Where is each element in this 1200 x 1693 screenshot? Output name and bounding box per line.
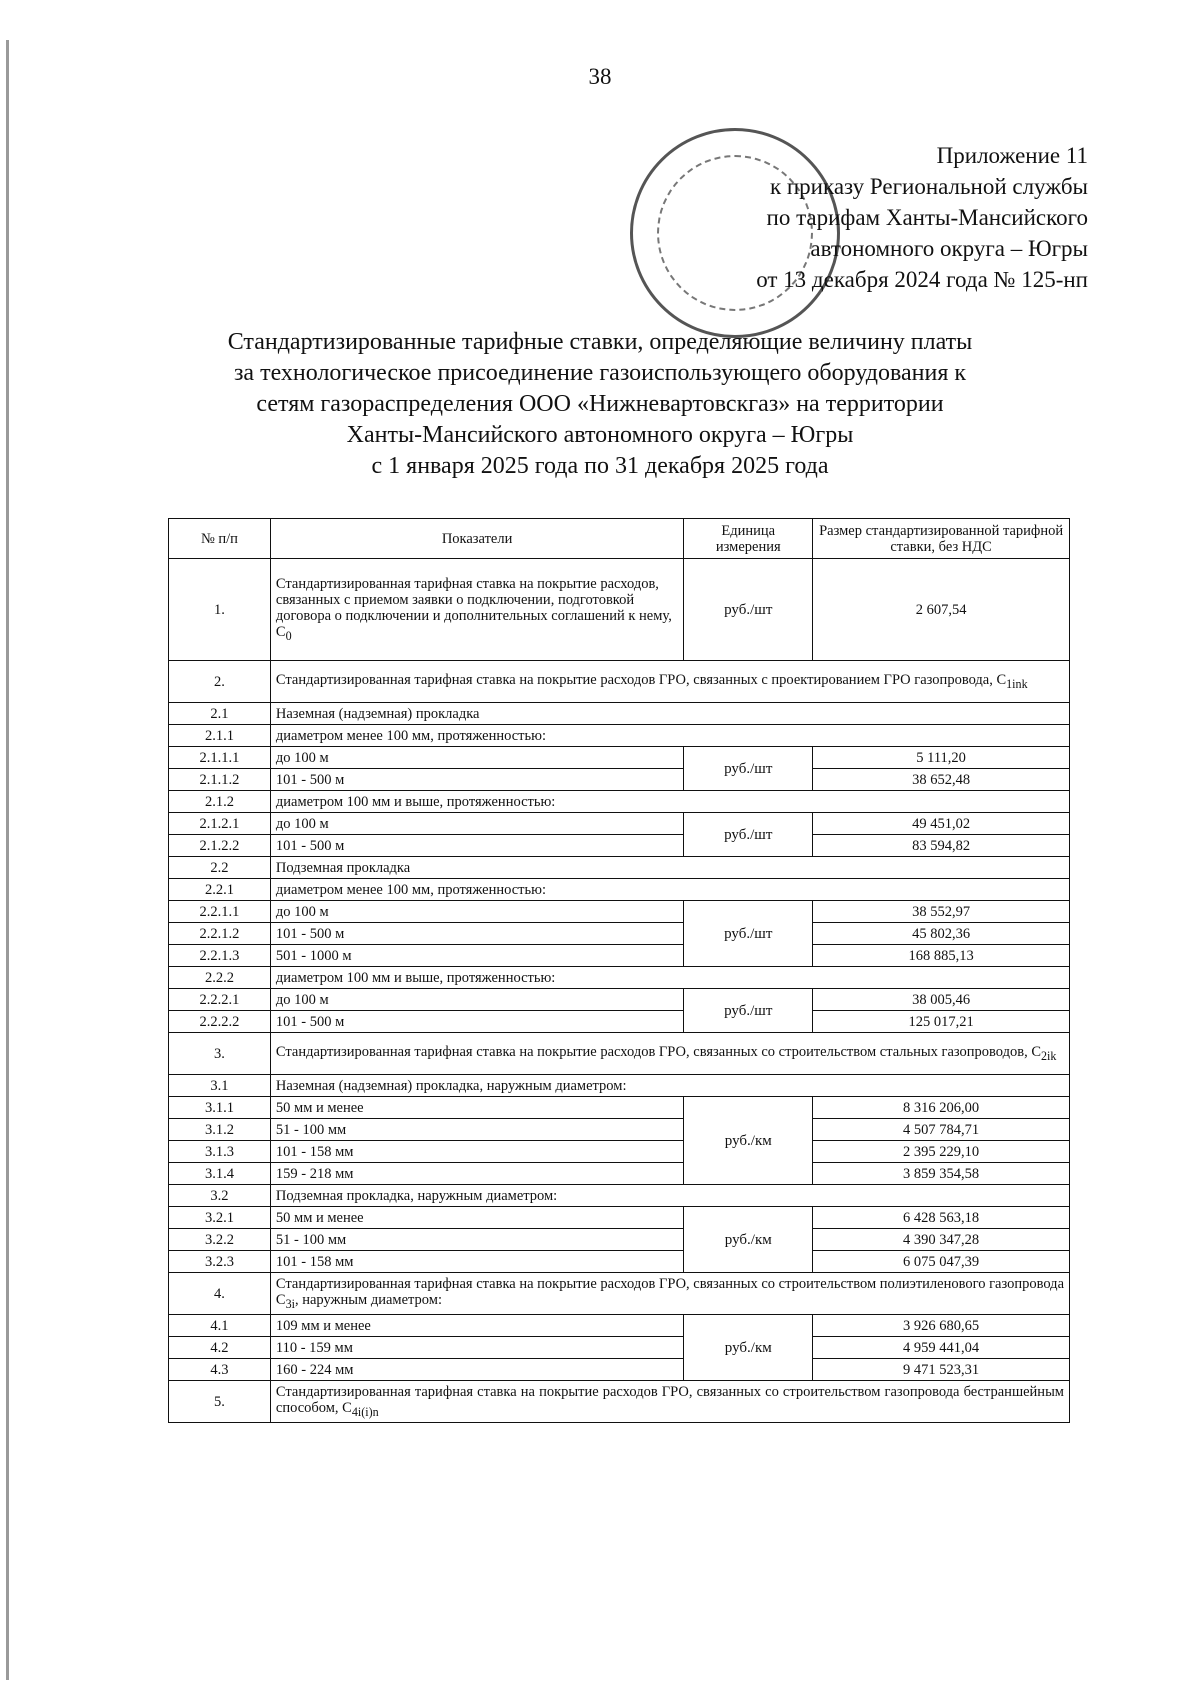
row-num: 2.2.1.3 (169, 945, 271, 967)
row-indicator: Наземная (надземная) прокладка, наружным диаметром: (270, 1075, 1069, 1097)
row-indicator: Стандартизированная тарифная ставка на покрытие расходов ГРО, связанных со строительством газопровода бестраншейным способом, $C_{4i(i)n}$ (270, 1381, 1069, 1423)
row-unit: руб./км (684, 1315, 813, 1381)
row-num: 4.2 (169, 1337, 271, 1359)
table-row (169, 1141, 1070, 1163)
table-row (169, 1163, 1070, 1185)
header-value: Размер стандартизированной тарифной ставки, без НДС (813, 519, 1070, 559)
row-num: 4.1 (169, 1315, 271, 1337)
row-unit: руб./шт (684, 989, 813, 1033)
row-indicator: 50 мм и менее (270, 1207, 683, 1229)
table-row (169, 1011, 1070, 1033)
row-value: 8 316 206,00 (813, 1097, 1070, 1119)
table-row (169, 857, 1070, 879)
table-row (169, 1273, 1070, 1315)
table-row (169, 1315, 1070, 1337)
row-num: 3.1.4 (169, 1163, 271, 1185)
row-indicator: диаметром менее 100 мм, протяженностью: (270, 879, 1069, 901)
row-num: 3.2 (169, 1185, 271, 1207)
header-indicator: Показатели (270, 519, 683, 559)
header-unit: Единица измерения (684, 519, 813, 559)
row-num: 2.1.1 (169, 725, 271, 747)
row-indicator: диаметром менее 100 мм, протяженностью: (270, 725, 1069, 747)
row-num: 2.1 (169, 703, 271, 725)
table-row (169, 1337, 1070, 1359)
row-unit: руб./шт (684, 901, 813, 967)
row-indicator: 101 - 158 мм (270, 1251, 683, 1273)
row-unit: руб./км (684, 1207, 813, 1273)
table-row (169, 835, 1070, 857)
table-row (169, 747, 1070, 769)
row-indicator: Стандартизированная тарифная ставка на покрытие расходов ГРО, связанных с проектированием ГРО газопровода, $C_{1ink}$ (270, 661, 1069, 703)
row-indicator: до 100 м (270, 989, 683, 1011)
table-row (169, 989, 1070, 1011)
row-num: 2.2.2.2 (169, 1011, 271, 1033)
table-row (169, 703, 1070, 725)
row-value: 4 959 441,04 (813, 1337, 1070, 1359)
row-num: 2.2.2.1 (169, 989, 271, 1011)
table-row (169, 559, 1070, 661)
row-value: 2 607,54 (813, 559, 1070, 661)
row-value: 38 652,48 (813, 769, 1070, 791)
row-indicator: до 100 м (270, 813, 683, 835)
appendix-header (756, 140, 1088, 295)
row-num: 3.1.3 (169, 1141, 271, 1163)
row-indicator: 51 - 100 мм (270, 1229, 683, 1251)
row-value: 6 428 563,18 (813, 1207, 1070, 1229)
row-indicator: 51 - 100 мм (270, 1119, 683, 1141)
row-num: 2.1.2 (169, 791, 271, 813)
row-num: 3.1.1 (169, 1097, 271, 1119)
title-line: Стандартизированные тарифные ставки, определяющие величину платы (227, 329, 973, 355)
appendix-line: по тарифам Ханты-Мансийского (766, 205, 1088, 230)
row-num: 2.1.1.1 (169, 747, 271, 769)
title-line: Ханты-Мансийского автономного округа – Югры (346, 422, 854, 448)
table-row (169, 901, 1070, 923)
row-num: 4. (169, 1273, 271, 1315)
table-row (169, 791, 1070, 813)
row-indicator: 101 - 500 м (270, 835, 683, 857)
row-unit: руб./км (684, 1097, 813, 1185)
row-indicator: Стандартизированная тарифная ставка на покрытие расходов ГРО, связанных со строительством стальных газопроводов, $C_{2ik}$ (270, 1033, 1069, 1075)
table-row (169, 769, 1070, 791)
row-indicator: 101 - 500 м (270, 923, 683, 945)
table-row (169, 725, 1070, 747)
appendix-line: автономного округа – Югры (810, 236, 1088, 261)
row-num: 4.3 (169, 1359, 271, 1381)
appendix-line: Приложение 11 (936, 143, 1088, 168)
table-row (169, 923, 1070, 945)
row-value: 38 552,97 (813, 901, 1070, 923)
row-num: 3.1.2 (169, 1119, 271, 1141)
table-row (169, 1119, 1070, 1141)
row-indicator: 110 - 159 мм (270, 1337, 683, 1359)
row-num: 3.1 (169, 1075, 271, 1097)
row-num: 5. (169, 1381, 271, 1423)
table-row (169, 1381, 1070, 1423)
appendix-line: к приказу Региональной службы (769, 174, 1088, 199)
row-value: 4 507 784,71 (813, 1119, 1070, 1141)
row-value: 4 390 347,28 (813, 1229, 1070, 1251)
row-unit: руб./шт (684, 559, 813, 661)
row-num: 2.1.2.1 (169, 813, 271, 835)
table-row (169, 1033, 1070, 1075)
row-indicator: 159 - 218 мм (270, 1163, 683, 1185)
row-value: 9 471 523,31 (813, 1359, 1070, 1381)
title-line: за технологическое присоединение газоиспользующего оборудования к (233, 360, 967, 386)
row-value: 125 017,21 (813, 1011, 1070, 1033)
header-num: № п/п (169, 519, 271, 559)
table-row (169, 879, 1070, 901)
row-num: 2.2.1 (169, 879, 271, 901)
table-row (169, 661, 1070, 703)
row-value: 49 451,02 (813, 813, 1070, 835)
table-row (169, 1097, 1070, 1119)
row-value: 83 594,82 (813, 835, 1070, 857)
table-row (169, 1075, 1070, 1097)
row-num: 2.1.2.2 (169, 835, 271, 857)
row-value: 45 802,36 (813, 923, 1070, 945)
scan-edge-line (6, 40, 9, 1680)
row-num: 2.1.1.2 (169, 769, 271, 791)
table-row (169, 945, 1070, 967)
table-row (169, 1359, 1070, 1381)
row-num: 1. (169, 559, 271, 661)
row-num: 2.2.1.1 (169, 901, 271, 923)
table-row (169, 813, 1070, 835)
appendix-line: от 13 декабря 2024 года № 125-нп (756, 267, 1088, 292)
row-num: 2.2 (169, 857, 271, 879)
row-indicator: 101 - 500 м (270, 769, 683, 791)
tariff-table (168, 518, 1070, 1423)
row-indicator: 160 - 224 мм (270, 1359, 683, 1381)
row-indicator: 50 мм и менее (270, 1097, 683, 1119)
title-line: сетям газораспределения ООО «Нижневартовскгаз» на территории (256, 391, 944, 417)
row-unit: руб./шт (684, 747, 813, 791)
row-indicator: до 100 м (270, 747, 683, 769)
title-line: с 1 января 2025 года по 31 декабря 2025 года (371, 453, 829, 479)
row-value: 5 111,20 (813, 747, 1070, 769)
row-indicator: Наземная (надземная) прокладка (270, 703, 1069, 725)
row-indicator: Подземная прокладка, наружным диаметром: (270, 1185, 1069, 1207)
row-indicator: Стандартизированная тарифная ставка на покрытие расходов, связанных с приемом заявки о подключении, подготовкой договора о подключении и дополнительных соглашений к нему, $C_0$ (270, 559, 683, 661)
row-indicator: Подземная прокладка (270, 857, 1069, 879)
row-num: 2. (169, 661, 271, 703)
row-indicator: Стандартизированная тарифная ставка на покрытие расходов ГРО, связанных со строительством полиэтиленового газопровода $C_{3i}$, наружным диаметром: (270, 1273, 1069, 1315)
row-indicator: 101 - 500 м (270, 1011, 683, 1033)
table-row (169, 1229, 1070, 1251)
table-row (169, 967, 1070, 989)
row-value: 6 075 047,39 (813, 1251, 1070, 1273)
row-indicator: 501 - 1000 м (270, 945, 683, 967)
row-value: 3 859 354,58 (813, 1163, 1070, 1185)
page-number: 38 (588, 64, 612, 89)
row-unit: руб./шт (684, 813, 813, 857)
row-num: 3.2.3 (169, 1251, 271, 1273)
row-num: 3. (169, 1033, 271, 1075)
row-indicator: 101 - 158 мм (270, 1141, 683, 1163)
row-value: 3 926 680,65 (813, 1315, 1070, 1337)
row-indicator: диаметром 100 мм и выше, протяженностью: (270, 791, 1069, 813)
table-header-row (169, 519, 1070, 559)
row-value: 2 395 229,10 (813, 1141, 1070, 1163)
document-title (120, 327, 1080, 482)
row-indicator: 109 мм и менее (270, 1315, 683, 1337)
row-value: 168 885,13 (813, 945, 1070, 967)
row-indicator: до 100 м (270, 901, 683, 923)
row-num: 3.2.1 (169, 1207, 271, 1229)
row-value: 38 005,46 (813, 989, 1070, 1011)
row-num: 2.2.2 (169, 967, 271, 989)
row-num: 2.2.1.2 (169, 923, 271, 945)
table-row (169, 1185, 1070, 1207)
table-row (169, 1207, 1070, 1229)
table-row (169, 1251, 1070, 1273)
row-indicator: диаметром 100 мм и выше, протяженностью: (270, 967, 1069, 989)
row-num: 3.2.2 (169, 1229, 271, 1251)
